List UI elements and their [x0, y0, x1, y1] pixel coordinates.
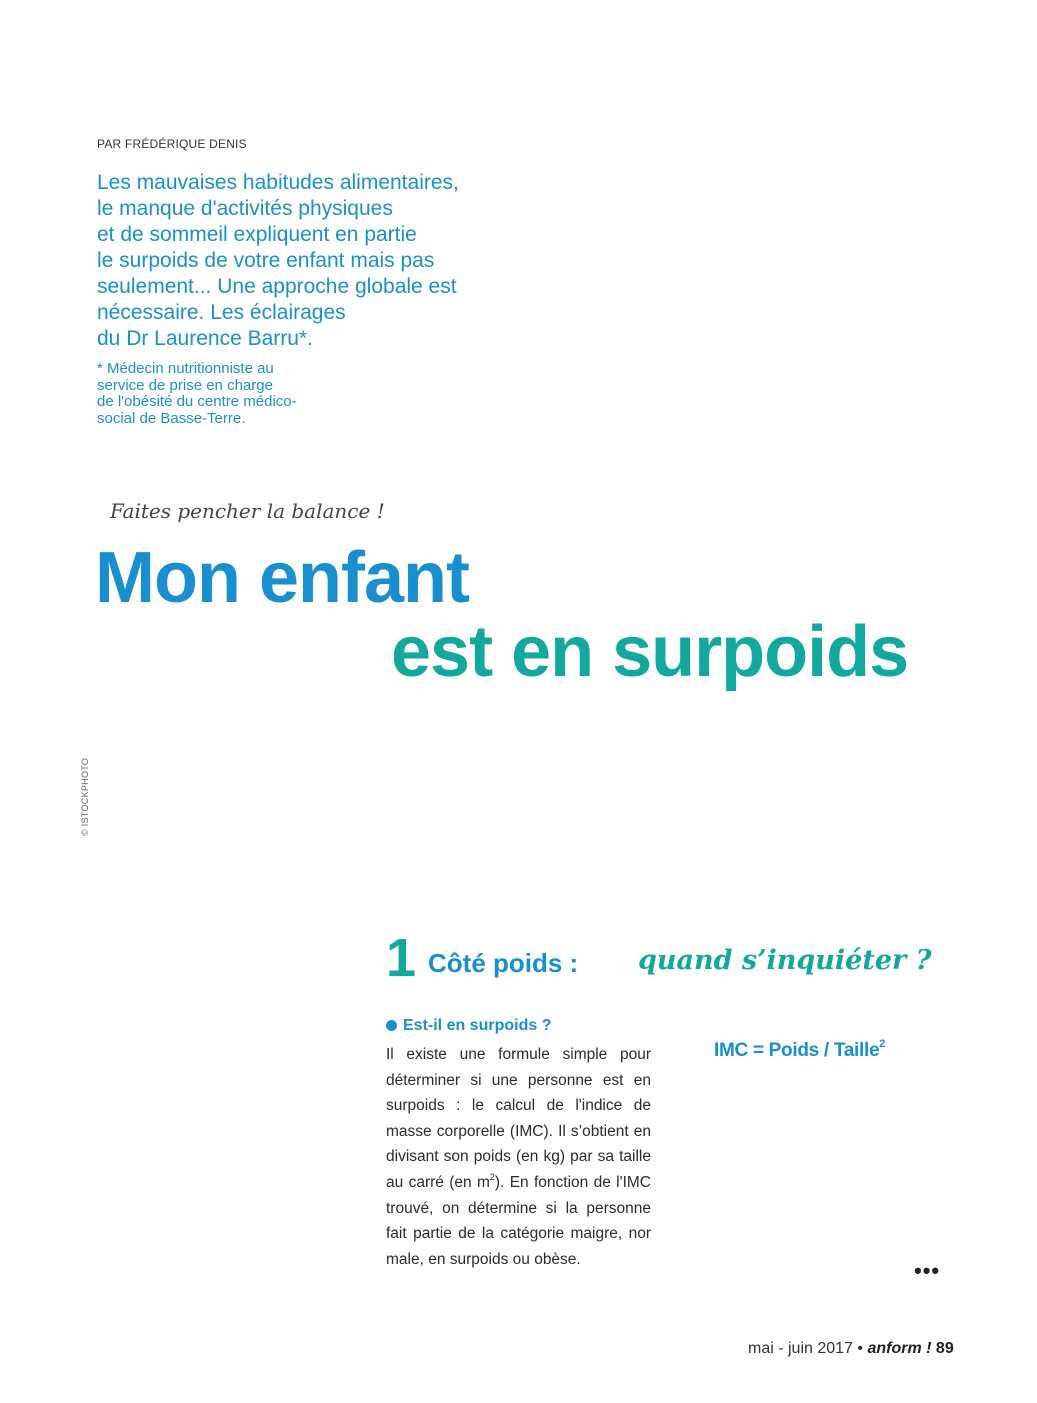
body-line: déterminer si une personne est en — [386, 1071, 651, 1089]
body-text-fragment: au carré (en m — [386, 1173, 490, 1191]
intro-line: seulement... Une approche globale est — [97, 275, 457, 298]
section-heading: Côté poids : — [428, 948, 579, 978]
formula-text: IMC = Poids / Taille — [714, 1040, 880, 1061]
continuation-dots: ••• — [914, 1258, 941, 1283]
formula-exponent: 2 — [879, 1037, 886, 1050]
body-line: surpoids : le calcul de l'indice de — [386, 1097, 651, 1115]
page-footer — [748, 1340, 954, 1358]
body-line: divisant son poids (en kg) par sa taille — [386, 1148, 651, 1166]
superscript: 2 — [489, 1171, 495, 1182]
body-line: masse corporelle (IMC). Il s’obtient en — [386, 1122, 651, 1140]
body-text-fragment: ). En fonction de l'IMC — [494, 1173, 651, 1191]
kicker: Faites pencher la balance ! — [110, 499, 385, 523]
body-line: trouvé, on détermine si la personne — [386, 1199, 651, 1217]
footnote-line: * Médecin nutritionniste au — [97, 360, 274, 377]
issue-date: mai - juin 2017 — [748, 1340, 853, 1357]
section-subheading: quand s’inquiéter ? — [638, 945, 932, 976]
footnote-line: social de Basse-Terre. — [97, 409, 246, 427]
intro-line: du Dr Laurence Barru*. — [97, 327, 313, 350]
author-footnote — [97, 361, 397, 427]
body-paragraph — [386, 1042, 651, 1272]
footnote-line: service de prise en charge — [97, 376, 273, 394]
page-number: 89 — [935, 1340, 954, 1357]
intro-paragraph — [97, 170, 567, 352]
body-line: Il existe une formule simple pour — [386, 1046, 651, 1063]
section-number: 1 — [386, 928, 417, 988]
photo-credit: © ISTOCKPHOTO — [80, 757, 90, 836]
intro-line: le surpoids de votre enfant mais pas — [97, 249, 435, 272]
body-line: fait partie de la catégorie maigre, nor — [386, 1225, 651, 1243]
footnote-line: de l'obésité du centre médico- — [97, 393, 297, 410]
bullet-icon — [386, 1020, 397, 1031]
question-heading — [386, 1017, 551, 1035]
magazine-name: anform ! — [867, 1340, 932, 1357]
byline: PAR FRÉDÉRIQUE DENIS — [97, 137, 247, 151]
intro-line: et de sommeil expliquent en partie — [97, 223, 417, 246]
intro-line: le manque d'activités physiques — [97, 197, 393, 220]
body-line: male, en surpoids ou obèse. — [386, 1250, 581, 1268]
title-line-2: est en surpoids — [391, 612, 909, 692]
footer-separator: • — [857, 1340, 864, 1357]
question-text: Est-il en surpoids ? — [403, 1017, 552, 1034]
intro-line: nécessaire. Les éclairages — [97, 301, 346, 324]
body-line — [386, 1170, 651, 1196]
title-line-1: Mon enfant — [95, 538, 469, 618]
intro-line: Les mauvaises habitudes alimentaires, — [97, 171, 459, 194]
imc-formula — [714, 1037, 886, 1062]
